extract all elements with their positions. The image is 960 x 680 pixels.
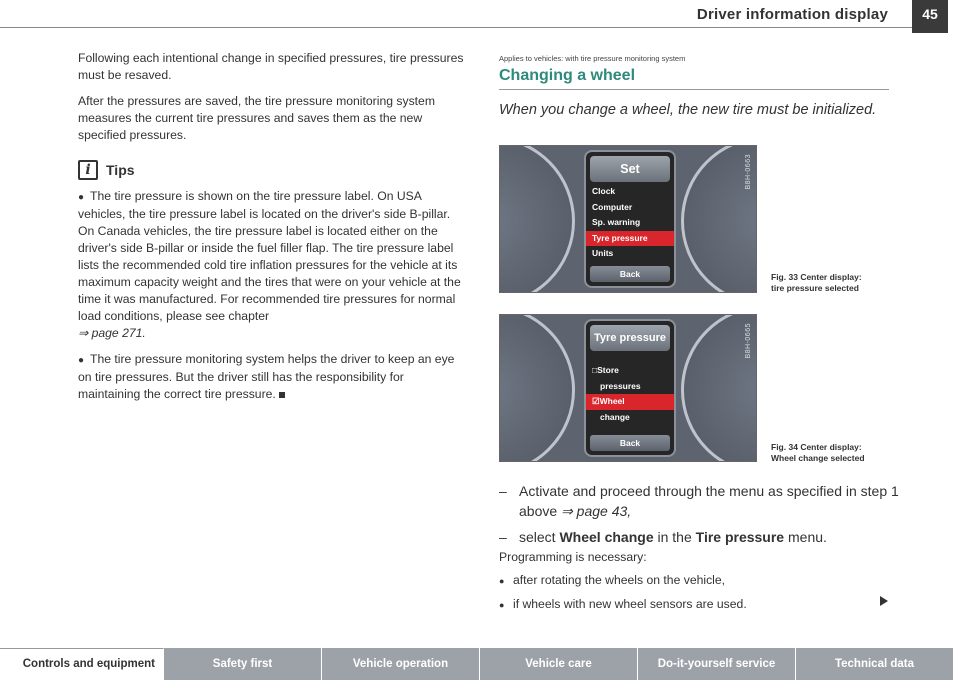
menu-back: Back	[590, 266, 670, 282]
step-item: – Activate and proceed through the menu as specified in step 1 above ⇒ page 43,	[499, 483, 899, 519]
continue-arrow-icon	[880, 596, 888, 606]
menu-term: Tire pressure	[695, 529, 785, 545]
page-reference-link[interactable]: ⇒ page 271.	[78, 326, 146, 340]
left-gauge	[499, 145, 575, 293]
caption-number: Fig. 34	[771, 442, 798, 452]
figure-34	[499, 314, 757, 462]
display-title: Set	[590, 156, 670, 182]
caption-number: Fig. 33	[771, 272, 798, 282]
bullet-icon: ●	[78, 355, 85, 366]
menu-item-computer: Computer	[592, 201, 633, 212]
center-display	[584, 319, 676, 457]
bullet-icon: ●	[78, 192, 85, 203]
header-rule	[0, 27, 920, 28]
step-text: select	[519, 529, 556, 545]
list-text: if wheels with new wheel sensors are used.	[513, 597, 747, 611]
caption-text: Center display:	[800, 272, 862, 282]
right-column	[499, 54, 889, 120]
tip-item	[78, 351, 466, 403]
figure-code: B8H-0663	[745, 154, 752, 190]
center-display	[584, 150, 676, 288]
menu-back: Back	[590, 435, 670, 451]
tip-text: The tire pressure monitoring system helps the driver to keep an eye on tire pressures. But the driver still has the responsibility for maintaining the correct tire pressure.	[78, 352, 455, 401]
menu-item-tyre-pressure: Tyre pressure	[586, 231, 674, 247]
page-header	[0, 0, 960, 28]
tips-heading	[78, 160, 466, 180]
menu-item-wheel-change-cont: change	[600, 411, 630, 422]
section-rule	[499, 89, 889, 90]
figure-33-caption	[771, 272, 862, 294]
tip-text: The tire pressure is shown on the tire pressure label. On USA vehicles, the tire pressure label is located on the driver's side B-pillar. On Canada vehicles, the tire pressure label is located either on the driver's side B-pillar or inside the fuel filler flap. The tire pressure label lists the recommended cold tire inflation pressures for the vehicle at its maximum capacity weight and the tires that were on your vehicle at the time it was manufactured. For recommended tire pressures for normal load conditions, please see chapter	[78, 189, 461, 323]
tab-controls-and-equipment[interactable]: Controls and equipment	[0, 648, 164, 680]
caption-text: tire pressure selected	[771, 283, 859, 293]
procedure-steps	[499, 481, 899, 553]
running-title: Driver information display	[696, 6, 888, 23]
page-number: 45	[912, 0, 948, 27]
bullet-icon: ●	[499, 576, 505, 586]
info-icon: i	[78, 160, 98, 180]
figure-34-caption	[771, 442, 865, 464]
caption-text: Center display:	[800, 442, 862, 452]
applies-note: Applies to vehicles: with tire pressure monitoring system	[499, 54, 686, 63]
menu-item-clock: Clock	[592, 186, 616, 196]
left-column	[78, 50, 466, 412]
left-gauge	[499, 314, 575, 462]
section-title: Changing a wheel	[499, 67, 636, 84]
figure-code: B8H-0665	[745, 323, 752, 359]
list-item	[499, 572, 899, 590]
tab-safety-first[interactable]: Safety first	[164, 648, 322, 680]
menu-item-store-pressures-cont: pressures	[600, 380, 641, 391]
tab-technical-data[interactable]: Technical data	[796, 648, 954, 680]
caption-text: Wheel change selected	[771, 453, 865, 463]
intro-text: When you change a wheel, the new tire must be initialized.	[499, 102, 877, 118]
menu-item-sp-warning: Sp. warning	[592, 217, 641, 227]
step-text: menu.	[788, 529, 827, 545]
page-reference-link[interactable]: ⇒ page 43,	[561, 503, 632, 519]
list-item	[499, 596, 899, 614]
menu-item-wheel-change: ☑Wheel	[586, 394, 674, 410]
paragraph: Following each intentional change in specified pressures, tire pressures must be resaved.	[78, 51, 464, 82]
programming-lead: Programming is necessary:	[499, 550, 647, 564]
figure-33	[499, 145, 757, 293]
bullet-icon: ●	[499, 600, 505, 610]
menu-item-units: Units	[592, 248, 614, 258]
step-text: Activate and proceed through the menu as specified in step 1 above	[519, 483, 899, 519]
end-mark-icon	[279, 392, 285, 398]
menu-term: Wheel change	[559, 529, 654, 545]
programming-notes	[499, 549, 899, 614]
chapter-tabs	[0, 648, 960, 680]
tab-vehicle-operation[interactable]: Vehicle operation	[322, 648, 480, 680]
tips-label: Tips	[106, 161, 135, 178]
tab-do-it-yourself-service[interactable]: Do-it-yourself service	[638, 648, 796, 680]
step-item: – select Wheel change in the Tire pressure menu.	[499, 529, 827, 545]
tip-item	[78, 188, 466, 342]
menu-item-store-pressures: □Store	[592, 365, 619, 375]
list-text: after rotating the wheels on the vehicle,	[513, 573, 726, 587]
display-title: Tyre pressure	[590, 325, 670, 351]
tab-vehicle-care[interactable]: Vehicle care	[480, 648, 638, 680]
step-text: in the	[657, 529, 692, 545]
paragraph: After the pressures are saved, the tire pressure monitoring system measures the current tire pressures and saves them as the new specified pressures.	[78, 94, 435, 142]
